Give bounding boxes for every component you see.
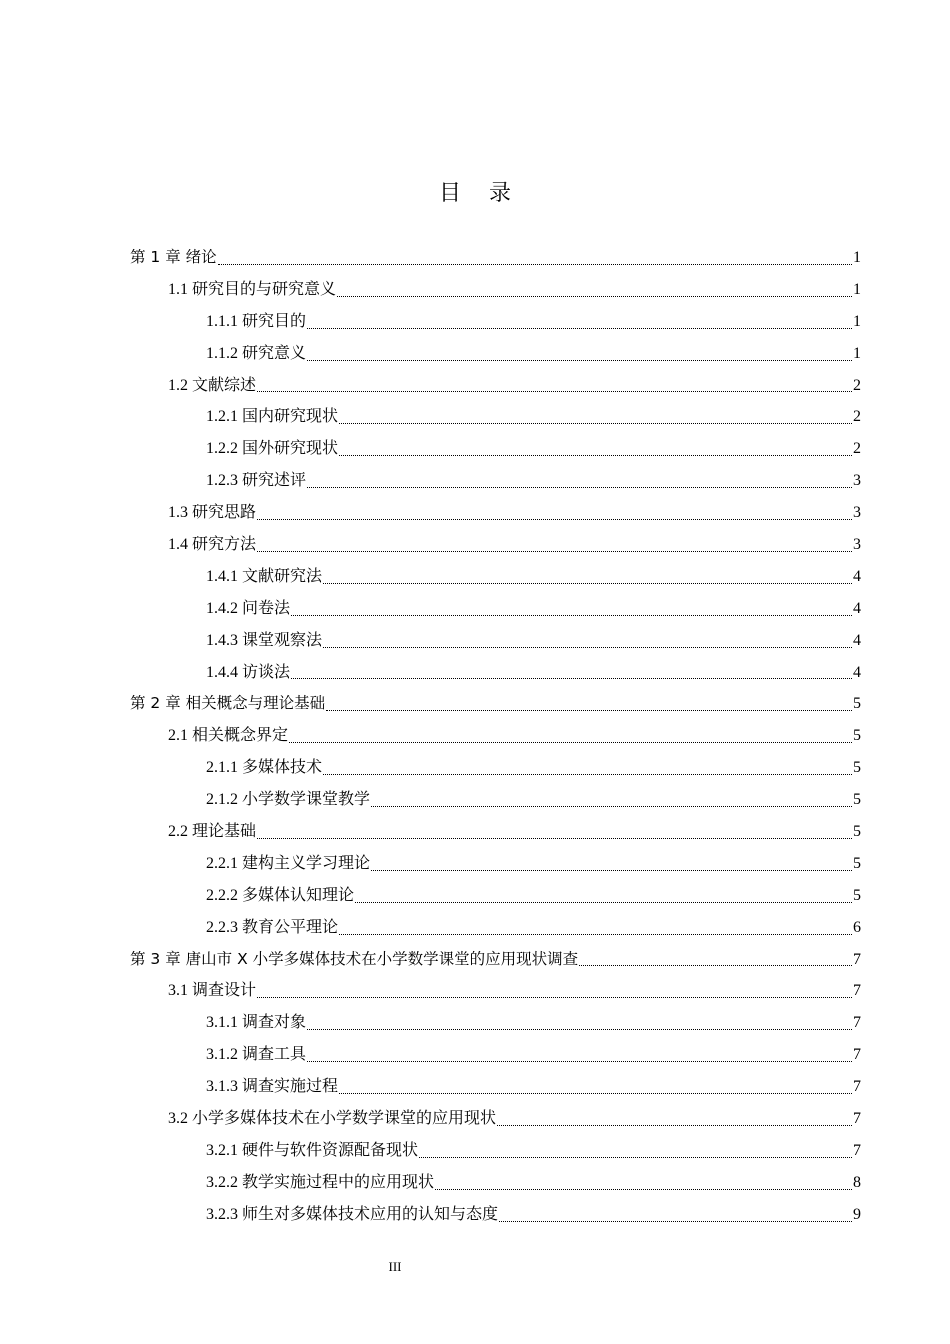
toc-leader-dots (371, 870, 852, 871)
toc-leader-dots (497, 1125, 852, 1126)
toc-entry-label: 1.3 研究思路 (168, 504, 257, 522)
toc-entry[interactable] (130, 784, 861, 816)
toc-entry-label: 1.1.2 研究意义 (206, 344, 307, 362)
toc-entry-page: 7 (853, 1014, 861, 1032)
toc-leader-dots (323, 774, 852, 775)
toc-entry[interactable] (130, 720, 861, 752)
toc-leader-dots (307, 360, 852, 361)
toc-entry-page: 1 (853, 249, 861, 266)
toc-entry-page: 2 (853, 440, 861, 458)
toc-entry-label: 1.2 文献综述 (168, 376, 257, 394)
toc-leader-dots (339, 423, 852, 424)
toc-entry-page: 4 (853, 567, 861, 585)
toc-entry-label: 2.1 相关概念界定 (168, 727, 289, 745)
toc-entry[interactable] (130, 657, 861, 689)
toc-entry[interactable] (130, 880, 861, 912)
toc-leader-dots (323, 583, 852, 584)
toc-entry[interactable] (130, 1039, 861, 1071)
toc-entry-label: 1.4.1 文献研究法 (206, 567, 323, 585)
toc-entry-page: 5 (853, 886, 861, 904)
toc-entry-page: 7 (853, 950, 861, 968)
toc-leader-dots (337, 296, 852, 297)
toc-leader-dots (307, 1061, 852, 1062)
toc-entry[interactable] (130, 465, 861, 497)
toc-entry[interactable] (130, 1135, 861, 1167)
toc-entry[interactable] (130, 848, 861, 880)
toc-entry-label: 3.2.1 硬件与软件资源配备现状 (206, 1141, 419, 1159)
toc-leader-dots (307, 328, 852, 329)
toc-entry[interactable] (130, 1103, 861, 1135)
toc-leader-dots (291, 678, 852, 679)
toc-entry-label: 2.1.1 多媒体技术 (206, 759, 323, 777)
toc-leader-dots (257, 997, 852, 998)
toc-entry-page: 7 (853, 982, 861, 1000)
toc-leader-dots (257, 838, 852, 839)
toc-entry-label: 第 1 章 绪论 (130, 248, 217, 266)
toc-entry-page: 2 (853, 408, 861, 426)
toc-leader-dots (257, 519, 852, 520)
toc-entry-page: 8 (853, 1173, 861, 1191)
toc-leader-dots (339, 1093, 852, 1094)
toc-entry[interactable] (130, 912, 861, 944)
toc-entry[interactable] (130, 1167, 861, 1199)
toc-entry-page: 9 (853, 1205, 861, 1223)
page-title: 目录 (438, 181, 539, 206)
toc-entry-label: 1.1 研究目的与研究意义 (168, 280, 337, 298)
toc-entry-page: 1 (853, 280, 861, 298)
toc-entry-label: 1.4.2 问卷法 (206, 599, 291, 617)
toc-leader-dots (326, 710, 852, 711)
toc-entry[interactable] (130, 944, 861, 976)
toc-entry[interactable] (130, 529, 861, 561)
toc-leader-dots (307, 1029, 852, 1030)
toc-leader-dots (435, 1189, 852, 1190)
table-of-contents (130, 242, 861, 1231)
toc-leader-dots (307, 487, 852, 488)
toc-leader-dots (339, 934, 852, 935)
toc-leader-dots (419, 1157, 852, 1158)
toc-entry-label: 1.2.2 国外研究现状 (206, 440, 339, 458)
toc-entry[interactable] (130, 433, 861, 465)
toc-entry-label: 2.2 理论基础 (168, 823, 257, 841)
toc-entry-page: 5 (853, 759, 861, 777)
toc-leader-dots (218, 264, 852, 265)
toc-entry-label: 第 3 章 唐山市 X 小学多媒体技术在小学数学课堂的应用现状调查 (130, 949, 579, 968)
toc-entry-page: 4 (853, 631, 861, 649)
toc-entry-label: 3.1.1 调查对象 (206, 1014, 307, 1032)
toc-entry-page: 5 (853, 791, 861, 809)
toc-entry-label: 1.2.3 研究述评 (206, 472, 307, 490)
toc-entry[interactable] (130, 497, 861, 529)
toc-entry-page: 1 (853, 344, 861, 362)
toc-entry-label: 2.2.3 教育公平理论 (206, 918, 339, 936)
toc-entry[interactable] (130, 1007, 861, 1039)
toc-entry-label: 3.2 小学多媒体技术在小学数学课堂的应用现状 (168, 1110, 497, 1128)
toc-entry-page: 4 (853, 663, 861, 681)
toc-entry[interactable] (130, 593, 861, 625)
toc-entry[interactable] (130, 752, 861, 784)
toc-entry[interactable] (130, 1199, 861, 1231)
toc-entry-label: 3.1.2 调查工具 (206, 1046, 307, 1064)
toc-entry-label: 3.2.2 教学实施过程中的应用现状 (206, 1173, 435, 1191)
toc-entry-page: 3 (853, 472, 861, 490)
toc-entry-page: 6 (853, 918, 861, 936)
toc-leader-dots (289, 742, 852, 743)
toc-leader-dots (291, 615, 852, 616)
toc-entry-page: 5 (853, 854, 861, 872)
toc-entry-label: 3.1 调查设计 (168, 982, 257, 1000)
toc-entry[interactable] (130, 561, 861, 593)
toc-entry[interactable] (130, 816, 861, 848)
toc-entry-page: 7 (853, 1046, 861, 1064)
toc-entry[interactable] (130, 1071, 861, 1103)
toc-entry[interactable] (130, 370, 861, 402)
toc-entry-page: 5 (853, 727, 861, 745)
toc-entry-label: 3.1.3 调查实施过程 (206, 1078, 339, 1096)
toc-leader-dots (339, 455, 852, 456)
toc-entry-label: 第 2 章 相关概念与理论基础 (130, 694, 326, 713)
toc-leader-dots (371, 806, 852, 807)
toc-entry-label: 1.2.1 国内研究现状 (206, 408, 339, 426)
toc-entry-label: 1.4.4 访谈法 (206, 663, 291, 681)
toc-entry[interactable] (130, 401, 861, 433)
toc-entry-label: 2.2.1 建构主义学习理论 (206, 854, 371, 872)
toc-leader-dots (355, 902, 852, 903)
toc-entry-page: 3 (853, 536, 861, 554)
toc-leader-dots (579, 965, 852, 966)
toc-entry-label: 1.4 研究方法 (168, 536, 257, 554)
toc-entry[interactable] (130, 306, 861, 338)
toc-entry-label: 1.1.1 研究目的 (206, 312, 307, 330)
toc-entry-page: 5 (853, 695, 861, 713)
toc-entry-page: 4 (853, 599, 861, 617)
toc-leader-dots (323, 647, 852, 648)
toc-entry-page: 5 (853, 823, 861, 841)
page-number: III (388, 1259, 402, 1274)
toc-entry[interactable] (130, 688, 861, 720)
toc-leader-dots (257, 551, 852, 552)
toc-entry-label: 2.2.2 多媒体认知理论 (206, 886, 355, 904)
toc-entry[interactable] (130, 242, 861, 274)
toc-entry-page: 3 (853, 504, 861, 522)
toc-entry[interactable] (130, 338, 861, 370)
toc-entry-page: 2 (853, 376, 861, 394)
toc-entry-label: 1.4.3 课堂观察法 (206, 631, 323, 649)
toc-leader-dots (257, 391, 852, 392)
toc-entry[interactable] (130, 274, 861, 306)
toc-entry-label: 2.1.2 小学数学课堂教学 (206, 791, 371, 809)
toc-entry-page: 1 (853, 312, 861, 330)
toc-entry-page: 7 (853, 1141, 861, 1159)
toc-entry[interactable] (130, 625, 861, 657)
toc-entry-page: 7 (853, 1110, 861, 1128)
toc-entry[interactable] (130, 975, 861, 1007)
toc-leader-dots (499, 1221, 852, 1222)
toc-entry-page: 7 (853, 1078, 861, 1096)
toc-entry-label: 3.2.3 师生对多媒体技术应用的认知与态度 (206, 1205, 499, 1223)
